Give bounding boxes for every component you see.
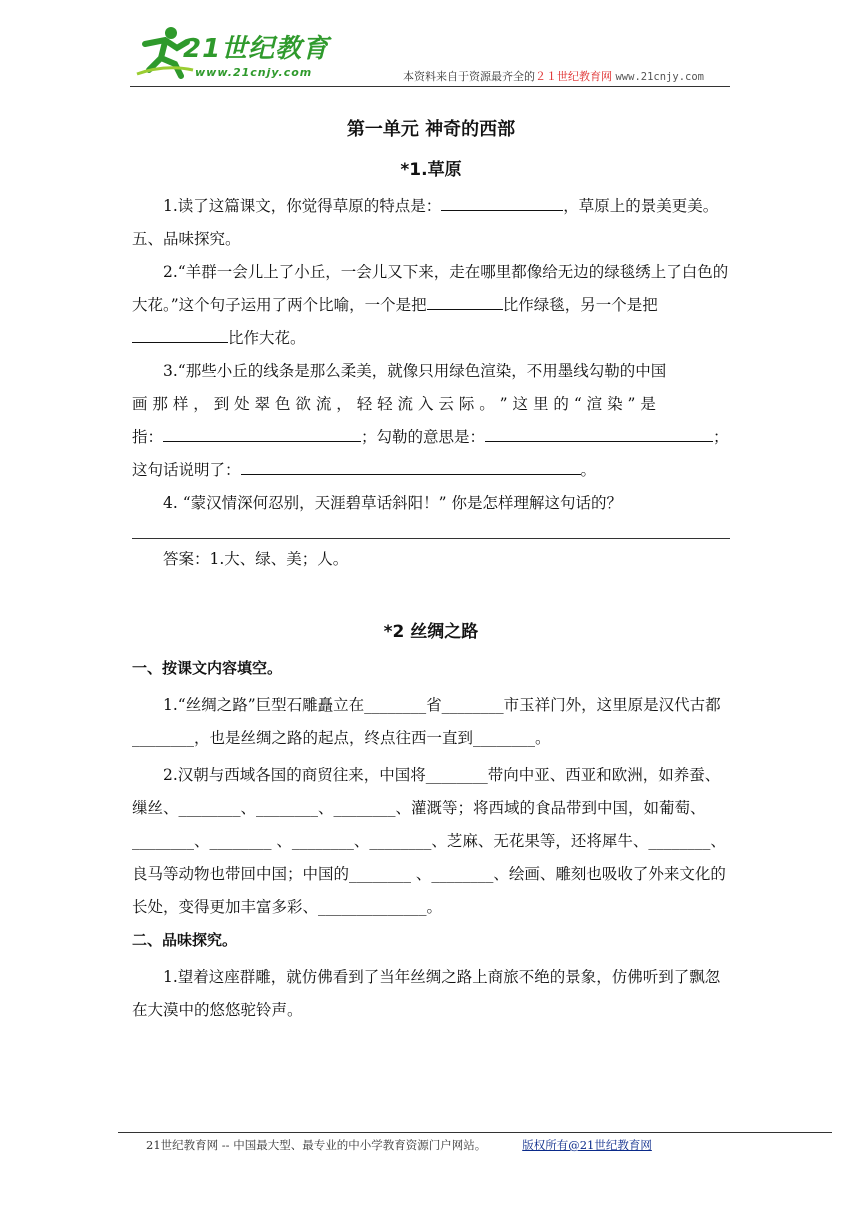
answer-blank[interactable] [241,456,581,475]
q2-text-b: 比作绿毯，另一个是把 [502,296,658,314]
lesson2-section-1: 一、按课文内容填空。 [132,659,283,677]
lesson2-section-2: 二、品味探究。 [132,931,238,949]
lesson1-question-3-line3 [132,421,730,454]
spacer [132,576,730,612]
lesson1-question-1 [132,190,730,223]
answer-blank[interactable] [441,192,563,211]
lesson1-section-5: 五、品味探究。 [132,230,241,248]
lesson1-title: *1.草原 [400,160,462,180]
main-content [132,110,730,1027]
footer-divider [118,1132,832,1133]
page-header [130,18,730,86]
lesson1-answer: 答案：1.大、绿、美；人。 [163,550,349,568]
answer-line[interactable] [132,538,730,539]
unit-title: 第一单元 神奇的西部 [346,119,516,140]
lesson1-question-3-line2: 画 那 样 ， 到 处 翠 色 欲 流 ， 轻 轻 流 入 云 际 。 ” 这 里 的 “ 渲 染 ” 是 [132,395,656,413]
answer-blank[interactable] [163,423,361,442]
footer-copyright-link[interactable]: 版权所有@21世纪教育网 [522,1138,652,1152]
q3-text-a: 指： [132,428,164,446]
lesson2-question-3: 1.望着这座群雕，就仿佛看到了当年丝绸之路上商旅不绝的景象，仿佛听到了飘忽在大漠中的悠悠驼铃声。 [132,968,721,1019]
header-divider [130,86,730,87]
lesson1-question-3-line4 [132,454,730,487]
lesson1-question-2 [132,256,730,355]
q1-text-a: 1.读了这篇课文，你觉得草原的特点是： [163,197,442,215]
answer-blank[interactable] [427,291,503,310]
answer-blank[interactable] [132,324,228,343]
lesson2-question-1: 1.“丝绸之路”巨型石雕矗立在________省________市玉祥门外，这里原是汉代古都________，也是丝绸之路的起点，终点往西一直到________。 [132,696,721,747]
q2-text-a: 2.“羊群一会儿上了小丘，一会儿又下来，走在哪里都像给无边的绿毯绣上了白色的大花。”这个句子运用了两个比喻，一个是把 [132,263,729,314]
site-logo [135,24,335,84]
header-note-prefix: 本资料来自于资源最齐全的 [402,70,535,83]
header-note-url[interactable]: www.21cnjy.com [615,71,704,83]
logo-url: www.21cnjy.com [195,66,313,79]
header-note-site[interactable]: ２１世纪教育网 [534,70,612,83]
lesson1-question-4: 4. “蒙汉情深何忍别，天涯碧草话斜阳！” 你是怎样理解这句话的？ [163,494,622,512]
header-note [403,68,704,84]
q3-text-c: ； [713,428,729,446]
page-footer [146,1137,652,1153]
lesson1-question-3-line1: 3.“那些小丘的线条是那么柔美，就像只用绿色渲染，不用墨线勾勒的中国 [163,362,667,380]
q3-text-b: ；勾勒的意思是： [361,428,486,446]
answer-blank[interactable] [485,423,713,442]
q3-text-e: 。 [580,461,597,479]
logo-text: 21世纪教育 [183,34,330,64]
q2-text-c: 比作大花。 [228,329,306,347]
q1-text-b: ，草原上的景美更美。 [563,197,719,215]
lesson2-title: *2 丝绸之路 [383,622,479,642]
footer-text: 21世纪教育网 -- 中国最大型、最专业的中小学教育资源门户网站。 [146,1138,487,1152]
q3-text-d: 这句话说明了： [132,461,241,479]
lesson2-question-2: 2.汉朝与西域各国的商贸往来，中国将________带向中亚、西亚和欧洲，如养蚕、缫丝、________、________、________、灌溉等；将西域的食品带到中国，如葡萄、________、________ 、________、________、芝麻、无花果等，还将犀牛、________、良马等动物也带回中国；中国的________ 、________、绘画、雕刻也吸收了外来文化的长处，变得更加丰富多彩、______________。 [132,766,726,916]
